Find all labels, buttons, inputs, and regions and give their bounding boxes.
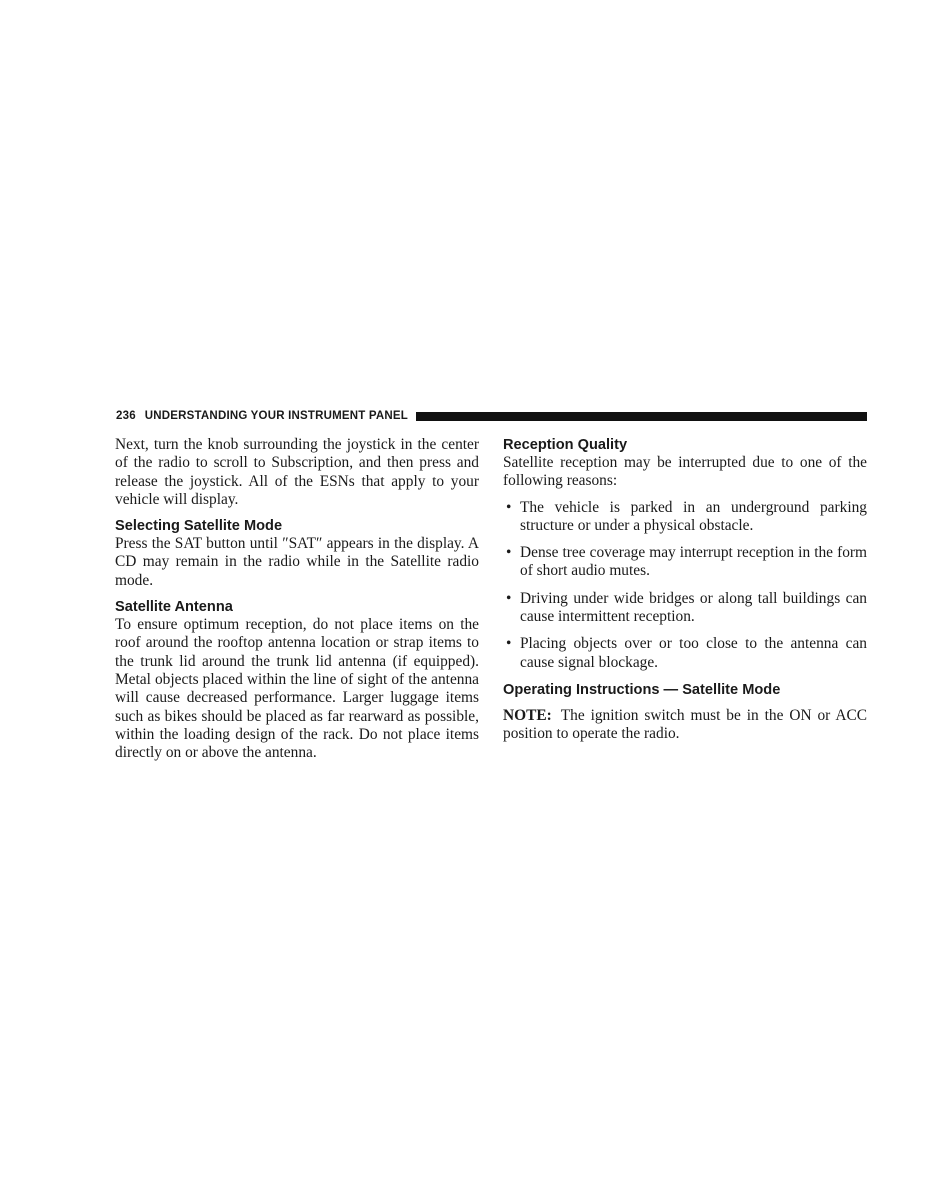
heading-satellite-antenna: Satellite Antenna: [115, 599, 233, 616]
bullet-text: Driving under wide bridges or along tall buildings can cause intermittent reception.: [520, 589, 867, 626]
bullet-text: The vehicle is parked in an underground parking structure or under a physical obstacle.: [520, 498, 867, 534]
list-item: [503, 635, 867, 672]
list-item: [503, 590, 867, 627]
left-column: [115, 436, 479, 762]
antenna-paragraph: To ensure optimum reception, do not place items on the roof around the rooftop antenna location or strap items to the trunk lid around the trunk lid antenna (if equipped). Metal objects placed within the line of sight of the antenna will cause decreased performance. Larger luggage items such as bikes should be placed as far rearward as possible, within the loading design of the rack. Do not place items directly on or above the antenna.: [115, 616, 479, 762]
header-rule: [416, 412, 867, 421]
note-text: The ignition switch must be in the ON or ACC position to operate the radio.: [503, 706, 867, 743]
heading-operating-instructions: Operating Instructions — Satellite Mode: [503, 681, 781, 698]
heading-selecting-satellite-mode: Selecting Satellite Mode: [115, 518, 283, 535]
bullet-text: Placing objects over or too close to the antenna can cause signal blockage.: [520, 635, 867, 671]
bullet-icon: •: [506, 635, 512, 653]
bullet-icon: •: [506, 498, 512, 516]
heading-reception-quality: Reception Quality: [503, 437, 628, 453]
page-number: 236: [116, 410, 136, 422]
bullet-icon: •: [506, 589, 512, 607]
selecting-mode-paragraph: Press the SAT button until ″SAT″ appears in the display. A CD may remain in the radio while in the Satellite radio mode.: [115, 535, 479, 589]
reception-paragraph: Satellite reception may be interrupted due to one of the following reasons:: [503, 454, 867, 490]
running-section-title: UNDERSTANDING YOUR INSTRUMENT PANEL: [144, 410, 408, 422]
list-item: [503, 544, 867, 581]
bullet-icon: •: [506, 544, 512, 562]
note-paragraph: [503, 707, 867, 744]
bullet-text: Dense tree coverage may interrupt reception in the form of short audio mutes.: [520, 544, 867, 580]
note-label: NOTE:: [503, 706, 552, 724]
page-header: [116, 408, 867, 424]
right-column: [503, 436, 867, 744]
intro-paragraph: Next, turn the knob surrounding the joystick in the center of the radio to scroll to Subscription, and then press and release the joystick. All of the ESNs that apply to your vehicle will display.: [115, 436, 479, 508]
list-item: [503, 499, 867, 536]
reception-bullet-list: [503, 499, 867, 672]
